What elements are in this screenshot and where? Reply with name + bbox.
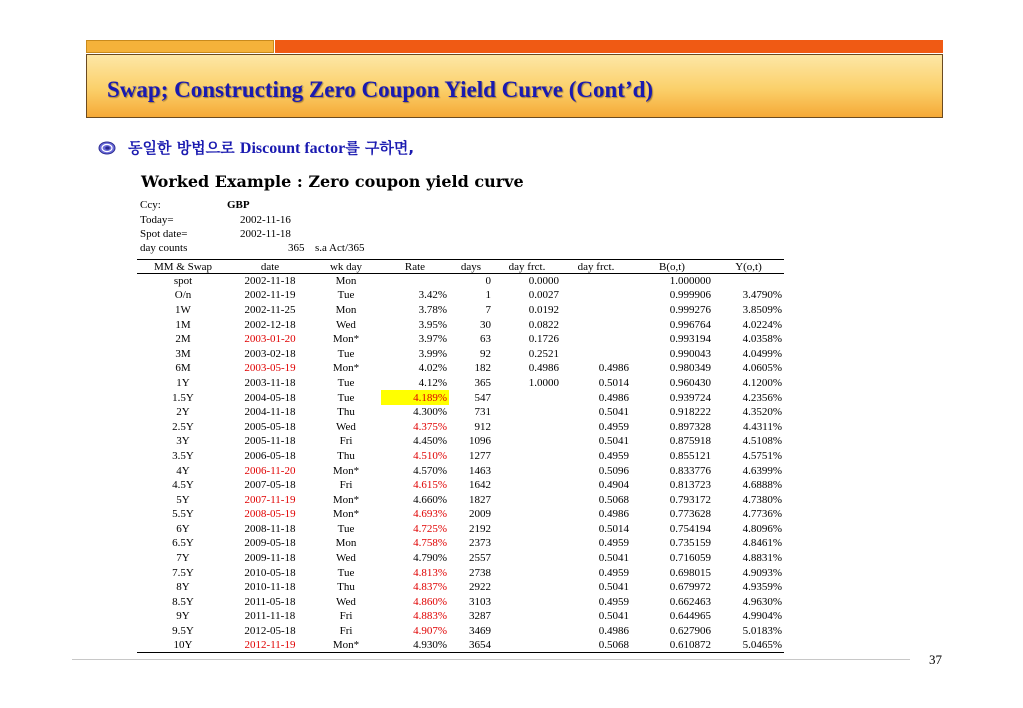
cell-day-frct-1: 0.4986 — [528, 362, 559, 375]
cell-days: 3654 — [449, 638, 493, 653]
cell-tenor: 9Y — [176, 610, 190, 623]
cell-days: 2738 — [469, 566, 491, 579]
info-spot-value: 2002-11-18 — [240, 228, 291, 240]
table-row — [137, 274, 784, 289]
cell-zero-yield: 4.2356% — [742, 391, 782, 404]
cell-zero-yield: 4.4311% — [742, 420, 782, 433]
cell-discount-factor: 0.662463 — [669, 595, 711, 608]
cell-day-frct-1 — [493, 478, 561, 493]
cell-tenor: 4Y — [176, 464, 190, 477]
table-header-row — [137, 260, 784, 274]
cell-day-frct-1: 0.0027 — [528, 289, 559, 302]
page-number: 37 — [929, 652, 942, 667]
cell-rate: 4.660% — [413, 493, 447, 506]
cell-day-frct-2: 0.4959 — [598, 537, 629, 550]
cell-tenor: 4.5Y — [172, 479, 194, 492]
table-row — [137, 565, 784, 580]
cell-days: 912 — [474, 420, 491, 433]
cell-discount-factor: 0.875918 — [669, 435, 711, 448]
cell-wk-day: Fri — [339, 625, 353, 638]
table-row — [137, 288, 784, 303]
cell-day-frct-2: 0.5096 — [598, 464, 629, 477]
table-row — [137, 507, 784, 522]
cell-rate: 4.375% — [413, 420, 447, 433]
cell-days: 1642 — [469, 479, 491, 492]
cell-days: 0 — [485, 275, 491, 288]
table-row — [137, 376, 784, 391]
cell-day-frct-2: 0.4959 — [598, 449, 629, 462]
cell-discount-factor: 1.000000 — [669, 275, 711, 288]
cell-tenor: 3.5Y — [172, 449, 194, 462]
cell-zero-yield — [713, 274, 784, 289]
cell-rate: 4.615% — [413, 479, 447, 492]
cell-days: 3103 — [469, 595, 491, 608]
cell-days: 3287 — [469, 610, 491, 623]
cell-date: 2007-05-18 — [244, 479, 296, 492]
cell-date: 2005-05-18 — [244, 420, 296, 433]
cell-wk-day: Mon* — [332, 464, 360, 477]
info-today-label: Today= — [140, 214, 174, 226]
cell-discount-factor: 0.999276 — [669, 303, 711, 316]
slide-title: Swap; Constructing Zero Coupon Yield Curve (Cont’d) — [107, 77, 654, 102]
cell-day-frct-1 — [493, 405, 561, 420]
cell-tenor: 1Y — [176, 376, 190, 389]
top-accent-bar-left — [86, 40, 274, 53]
cell-discount-factor: 0.833776 — [669, 464, 711, 477]
cell-day-frct-2: 0.4959 — [598, 566, 629, 579]
col-header-day-frct-2: day frct. — [561, 260, 631, 274]
cell-day-frct-2 — [561, 303, 631, 318]
cell-zero-yield: 4.1200% — [742, 376, 782, 389]
cell-zero-yield: 4.9093% — [742, 566, 782, 579]
cell-zero-yield: 4.6399% — [742, 464, 782, 477]
cell-day-frct-1: 0.1726 — [528, 333, 559, 346]
worked-example-title: Worked Example : Zero coupon yield curve — [141, 172, 524, 191]
cell-date: 2002-11-18 — [244, 275, 296, 288]
cell-day-frct-1 — [493, 624, 561, 639]
cell-rate: 4.883% — [413, 610, 447, 623]
cell-day-frct-1 — [493, 390, 561, 405]
cell-rate: 4.790% — [413, 552, 447, 565]
cell-day-frct-1: 0.0192 — [528, 303, 559, 316]
cell-day-frct-2 — [561, 346, 631, 361]
cell-days: 30 — [480, 318, 491, 331]
cell-day-frct-2: 0.4986 — [598, 625, 629, 638]
cell-wk-day: Wed — [336, 420, 356, 433]
table-row — [137, 595, 784, 610]
cell-day-frct-1 — [493, 434, 561, 449]
cell-discount-factor: 0.679972 — [669, 581, 711, 594]
cell-date: 2005-11-18 — [244, 435, 296, 448]
cell-day-frct-2: 0.5014 — [598, 522, 629, 535]
cell-day-frct-1 — [493, 595, 561, 610]
cell-wk-day: Fri — [339, 435, 353, 448]
cell-day-frct-1 — [493, 609, 561, 624]
cell-tenor: 6M — [175, 362, 191, 375]
cell-days: 2922 — [469, 581, 491, 594]
cell-wk-day: Tue — [337, 566, 355, 579]
cell-tenor: 3Y — [176, 435, 190, 448]
cell-tenor: O/n — [174, 289, 192, 302]
cell-rate: 3.42% — [418, 289, 447, 302]
cell-day-frct-2: 0.4904 — [598, 479, 629, 492]
cell-days: 63 — [480, 333, 491, 346]
cell-day-frct-2: 0.4986 — [598, 391, 629, 404]
cell-zero-yield: 4.7736% — [742, 508, 782, 521]
cell-zero-yield: 4.3520% — [742, 406, 782, 419]
cell-tenor: 2Y — [176, 406, 190, 419]
cell-days: 1 — [485, 289, 491, 302]
cell-discount-factor: 0.754194 — [669, 522, 711, 535]
cell-wk-day: Tue — [337, 289, 355, 302]
cell-rate: 4.450% — [413, 435, 447, 448]
cell-rate: 3.78% — [418, 303, 447, 316]
cell-rate: 3.99% — [418, 347, 447, 360]
info-daycount-value: 365 — [288, 242, 305, 254]
table-row — [137, 303, 784, 318]
col-header-rate: Rate — [381, 260, 449, 274]
cell-day-frct-1 — [493, 580, 561, 595]
table-row — [137, 419, 784, 434]
cell-rate — [381, 274, 449, 289]
cell-days: 2373 — [469, 537, 491, 550]
cell-date: 2002-11-25 — [244, 303, 296, 316]
cell-rate: 4.930% — [381, 638, 449, 653]
cell-zero-yield: 4.0499% — [742, 347, 782, 360]
cell-tenor: 7.5Y — [172, 566, 194, 579]
cell-days: 365 — [474, 376, 491, 389]
col-header-b: B(o,t) — [631, 260, 713, 274]
info-today-value: 2002-11-16 — [240, 214, 291, 226]
cell-days: 2557 — [469, 552, 491, 565]
info-daycount-label: day counts — [140, 242, 188, 254]
cell-discount-factor: 0.813723 — [669, 479, 711, 492]
cell-days: 7 — [485, 303, 491, 316]
cell-days: 1096 — [469, 435, 491, 448]
cell-zero-yield: 4.6888% — [742, 479, 782, 492]
cell-days: 2192 — [469, 522, 491, 535]
cell-discount-factor: 0.996764 — [669, 318, 711, 331]
cell-date: 2007-11-19 — [244, 493, 296, 506]
cell-rate: 4.02% — [418, 362, 447, 375]
cell-tenor: 2M — [175, 333, 191, 346]
cell-days: 1827 — [469, 493, 491, 506]
table-row — [137, 551, 784, 566]
table-row — [137, 492, 784, 507]
cell-discount-factor: 0.990043 — [669, 347, 711, 360]
cell-wk-day: Tue — [337, 376, 355, 389]
cell-zero-yield: 4.8096% — [742, 522, 782, 535]
cell-day-frct-1 — [493, 507, 561, 522]
cell-date: 2003-02-18 — [244, 347, 296, 360]
cell-zero-yield: 3.4790% — [742, 289, 782, 302]
yield-curve-table — [137, 259, 784, 653]
cell-tenor: 5Y — [176, 493, 190, 506]
table-row — [137, 332, 784, 347]
cell-date: 2003-05-19 — [244, 362, 296, 375]
cell-date: 2010-05-18 — [244, 566, 296, 579]
cell-rate: 4.189% — [381, 390, 449, 405]
table-row — [137, 463, 784, 478]
cell-wk-day: Mon* — [332, 333, 360, 346]
cell-days: 731 — [474, 406, 491, 419]
cell-zero-yield: 4.9904% — [742, 610, 782, 623]
cell-zero-yield: 4.5108% — [742, 435, 782, 448]
cell-rate: 4.300% — [413, 406, 447, 419]
table-row — [137, 449, 784, 464]
cell-rate: 3.95% — [418, 318, 447, 331]
cell-discount-factor: 0.716059 — [669, 552, 711, 565]
cell-date: 2012-11-19 — [229, 638, 311, 653]
cell-discount-factor: 0.610872 — [631, 638, 713, 653]
cell-date: 2012-05-18 — [244, 625, 296, 638]
cell-day-frct-2: 0.5014 — [598, 376, 629, 389]
cell-date: 2003-11-18 — [244, 376, 296, 389]
top-accent-bar-right — [275, 40, 943, 53]
cell-day-frct-1 — [493, 419, 561, 434]
cell-discount-factor: 0.793172 — [669, 493, 711, 506]
cell-day-frct-2 — [561, 274, 631, 289]
table-row — [137, 405, 784, 420]
table-body — [137, 274, 784, 653]
cell-date: 2006-05-18 — [244, 449, 296, 462]
cell-tenor: 8.5Y — [172, 595, 194, 608]
table-row — [137, 624, 784, 639]
cell-wk-day: Mon — [335, 537, 357, 550]
cell-date: 2006-11-20 — [244, 464, 296, 477]
cell-day-frct-2: 0.5041 — [598, 406, 629, 419]
table-row — [137, 434, 784, 449]
cell-zero-yield: 4.9630% — [742, 595, 782, 608]
cell-day-frct-1 — [493, 638, 561, 653]
cell-day-frct-2 — [561, 288, 631, 303]
col-header-date: date — [229, 260, 311, 274]
cell-date: 2003-01-20 — [244, 333, 296, 346]
cell-tenor: 7Y — [176, 552, 190, 565]
cell-rate: 4.570% — [413, 464, 447, 477]
cell-discount-factor: 0.980349 — [669, 362, 711, 375]
info-ccy-value: GBP — [227, 199, 250, 211]
info-ccy-label: Ccy: — [140, 199, 161, 211]
cell-zero-yield: 4.9359% — [742, 581, 782, 594]
cell-day-frct-1 — [493, 463, 561, 478]
table-row — [137, 361, 784, 376]
table-row — [137, 609, 784, 624]
cell-wk-day: Wed — [336, 595, 356, 608]
cell-days: 3469 — [469, 625, 491, 638]
swirl-bullet-icon — [98, 141, 116, 155]
cell-day-frct-1 — [493, 536, 561, 551]
cell-tenor: 5.5Y — [172, 508, 194, 521]
cell-day-frct-1 — [493, 551, 561, 566]
cell-days: 1463 — [469, 464, 491, 477]
cell-day-frct-2: 0.5041 — [598, 552, 629, 565]
cell-day-frct-1 — [493, 492, 561, 507]
cell-tenor: 10Y — [137, 638, 229, 653]
cell-zero-yield: 3.8509% — [742, 303, 782, 316]
cell-discount-factor: 0.773628 — [669, 508, 711, 521]
cell-day-frct-2 — [561, 317, 631, 332]
bullet-text-prefix: 동일한 방법으로 — [128, 139, 240, 157]
cell-rate: 4.837% — [413, 581, 447, 594]
cell-tenor: 3M — [175, 347, 191, 360]
table-row — [137, 638, 784, 653]
cell-date: 2002-12-18 — [244, 318, 296, 331]
cell-day-frct-2 — [561, 332, 631, 347]
bullet-text — [128, 137, 414, 158]
cell-discount-factor: 0.735159 — [669, 537, 711, 550]
cell-day-frct-1: 1.0000 — [528, 376, 559, 389]
cell-zero-yield: 4.0358% — [742, 333, 782, 346]
cell-discount-factor: 0.855121 — [669, 449, 711, 462]
table-row — [137, 536, 784, 551]
cell-wk-day: Fri — [339, 610, 353, 623]
cell-discount-factor: 0.698015 — [669, 566, 711, 579]
bullet-text-en: Discount factor — [239, 140, 346, 157]
cell-wk-day: Thu — [337, 449, 355, 462]
cell-discount-factor: 0.897328 — [669, 420, 711, 433]
cell-tenor: 6Y — [176, 522, 190, 535]
cell-day-frct-1: 0.0822 — [528, 318, 559, 331]
cell-date: 2009-11-18 — [244, 552, 296, 565]
cell-day-frct-1: 0.0000 — [528, 275, 559, 288]
table-row — [137, 317, 784, 332]
col-header-day-frct-1: day frct. — [493, 260, 561, 274]
cell-discount-factor: 0.960430 — [669, 376, 711, 389]
cell-zero-yield: 4.0224% — [742, 318, 782, 331]
cell-rate: 3.97% — [418, 333, 447, 346]
cell-tenor: 1M — [175, 318, 191, 331]
cell-zero-yield: 4.7380% — [742, 493, 782, 506]
cell-tenor: 2.5Y — [172, 420, 194, 433]
cell-date: 2010-11-18 — [244, 581, 296, 594]
cell-date: 2008-05-19 — [244, 508, 296, 521]
cell-day-frct-2: 0.5068 — [598, 493, 629, 506]
cell-discount-factor: 0.993194 — [669, 333, 711, 346]
cell-wk-day: Mon* — [332, 493, 360, 506]
cell-days: 547 — [474, 391, 491, 404]
cell-tenor: 1W — [175, 303, 191, 316]
cell-date: 2011-05-18 — [244, 595, 296, 608]
cell-rate: 4.860% — [413, 595, 447, 608]
cell-date: 2011-11-18 — [244, 610, 296, 623]
cell-wk-day: Mon* — [332, 508, 360, 521]
info-daycount-basis: s.a Act/365 — [315, 242, 365, 254]
cell-day-frct-1 — [493, 449, 561, 464]
cell-discount-factor: 0.627906 — [669, 625, 711, 638]
cell-zero-yield: 4.8461% — [742, 537, 782, 550]
cell-days: 92 — [480, 347, 491, 360]
table-row — [137, 478, 784, 493]
cell-zero-yield: 5.0183% — [742, 625, 782, 638]
cell-tenor: spot — [173, 275, 193, 288]
cell-date: 2008-11-18 — [244, 522, 296, 535]
cell-day-frct-1 — [493, 522, 561, 537]
cell-day-frct-2: 0.4986 — [598, 362, 629, 375]
cell-date: 2002-11-19 — [244, 289, 296, 302]
cell-day-frct-2: 0.5041 — [598, 435, 629, 448]
cell-date: 2004-05-18 — [244, 391, 296, 404]
bullet-text-suffix: 를 구하면, — [345, 139, 415, 157]
cell-wk-day: Thu — [337, 581, 355, 594]
cell-zero-yield: 4.8831% — [742, 552, 782, 565]
cell-rate: 4.725% — [413, 522, 447, 535]
cell-date: 2009-05-18 — [244, 537, 296, 550]
cell-discount-factor: 0.939724 — [669, 391, 711, 404]
cell-days: 1277 — [469, 449, 491, 462]
col-header-y: Y(o,t) — [713, 260, 784, 274]
title-box — [86, 54, 943, 118]
cell-wk-day: Tue — [337, 391, 355, 404]
cell-tenor: 6.5Y — [172, 537, 194, 550]
cell-day-frct-1 — [493, 565, 561, 580]
table-row — [137, 346, 784, 361]
col-header-days: days — [449, 260, 493, 274]
cell-day-frct-2: 0.4986 — [598, 508, 629, 521]
info-spot-label: Spot date= — [140, 228, 188, 240]
cell-wk-day: Mon — [335, 303, 357, 316]
cell-wk-day: Mon* — [332, 362, 360, 375]
cell-zero-yield: 4.5751% — [742, 449, 782, 462]
cell-days: 182 — [474, 362, 491, 375]
cell-day-frct-2: 0.4959 — [598, 595, 629, 608]
cell-discount-factor: 0.918222 — [669, 406, 711, 419]
cell-rate: 4.758% — [413, 537, 447, 550]
cell-wk-day: Fri — [339, 479, 353, 492]
cell-wk-day: Tue — [337, 347, 355, 360]
cell-tenor: 1.5Y — [172, 391, 194, 404]
cell-tenor: 9.5Y — [172, 625, 194, 638]
cell-rate: 4.693% — [413, 508, 447, 521]
cell-wk-day: Tue — [337, 522, 355, 535]
cell-day-frct-2: 0.5041 — [598, 581, 629, 594]
cell-zero-yield: 4.0605% — [742, 362, 782, 375]
top-accent-bar — [86, 40, 943, 53]
cell-wk-day: Thu — [337, 406, 355, 419]
cell-wk-day: Mon — [335, 275, 357, 288]
cell-date: 2004-11-18 — [244, 406, 296, 419]
cell-tenor: 8Y — [176, 581, 190, 594]
cell-day-frct-1: 0.2521 — [528, 347, 559, 360]
cell-rate: 4.510% — [413, 449, 447, 462]
table-row — [137, 580, 784, 595]
cell-discount-factor: 0.644965 — [669, 610, 711, 623]
cell-day-frct-2: 0.5041 — [598, 610, 629, 623]
cell-day-frct-2: 0.5068 — [561, 638, 631, 653]
cell-days: 2009 — [469, 508, 491, 521]
cell-zero-yield: 5.0465% — [713, 638, 784, 653]
cell-day-frct-2: 0.4959 — [598, 420, 629, 433]
cell-rate: 4.907% — [413, 625, 447, 638]
table-row — [137, 390, 784, 405]
col-header-wk-day: wk day — [311, 260, 381, 274]
footer-divider — [72, 659, 910, 660]
cell-wk-day: Wed — [336, 552, 356, 565]
table-row — [137, 522, 784, 537]
cell-wk-day: Mon* — [311, 638, 381, 653]
cell-wk-day: Wed — [336, 318, 356, 331]
cell-discount-factor: 0.999906 — [669, 289, 711, 302]
col-header-mm-swap: MM & Swap — [137, 260, 229, 274]
cell-rate: 4.813% — [413, 566, 447, 579]
cell-rate: 4.12% — [418, 376, 447, 389]
